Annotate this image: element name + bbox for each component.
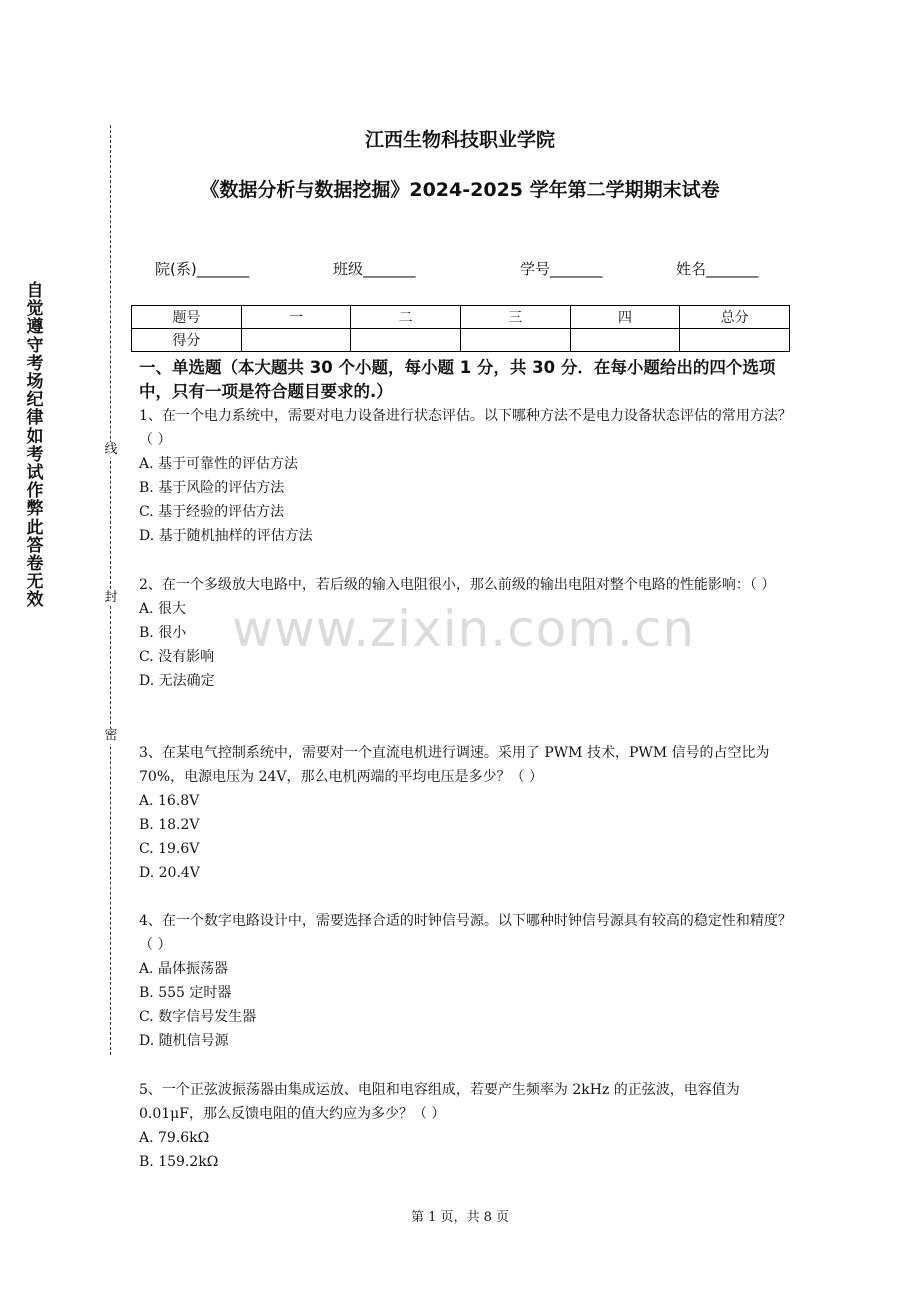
score-table-header-cell: 四 [570, 306, 680, 329]
name-field: 姓名_______ [676, 260, 759, 278]
score-table-header-cell: 三 [460, 306, 570, 329]
option-b: B. 18.2V [139, 817, 200, 833]
score-cell [460, 329, 570, 352]
option-b: B. 555 定时器 [139, 985, 232, 1001]
page-number: 第 1 页，共 8 页 [410, 1210, 510, 1225]
option-d: D. 随机信号源 [139, 1033, 229, 1049]
option-b: B. 很小 [139, 625, 187, 641]
score-row-label: 得分 [132, 329, 242, 352]
score-cell [351, 329, 461, 352]
question-4 [139, 909, 799, 1053]
option-c: C. 没有影响 [139, 649, 215, 665]
option-b: B. 159.2kΩ [139, 1154, 219, 1170]
option-a: A. 16.8V [139, 793, 200, 809]
exam-discipline-notice: 自觉遵守考场纪律如考试作弊此答卷无效 [26, 281, 44, 611]
question-2 [139, 573, 799, 693]
question-5 [139, 1078, 799, 1174]
binding-mark-seal: 封 [104, 590, 118, 605]
binding-mark-line: 线 [104, 442, 118, 457]
question-3 [139, 741, 799, 885]
score-cell [570, 329, 680, 352]
question-1 [139, 404, 799, 548]
question-stem: 2、在一个多级放大电路中，若后级的输入电阻很小，那么前级的输出电阻对整个电路的性能影响：（ ） [139, 577, 776, 593]
section-title-single-choice: 一、单选题（本大题共 30 个小题，每小题 1 分，共 30 分．在每小题给出的四个选项中，只有一项是符合题目要求的.） [139, 358, 776, 401]
binding-mark-secret: 密 [104, 728, 118, 743]
score-table [131, 305, 790, 352]
score-table-header-cell: 一 [241, 306, 351, 329]
school-name: 江西生物科技职业学院 [364, 129, 555, 151]
exam-title: 《数据分析与数据挖掘》2024-2025 学年第二学期期末试卷 [200, 179, 720, 201]
question-stem: 4、在一个数字电路设计中，需要选择合适的时钟信号源。以下哪种时钟信号源具有较高的稳定性和精度？（ ） [139, 913, 792, 953]
option-a: A. 79.6kΩ [139, 1130, 210, 1146]
watermark: www.zixin.com.cn [232, 600, 696, 658]
option-d: D. 20.4V [139, 865, 200, 881]
option-c: C. 数字信号发生器 [139, 1009, 257, 1025]
option-a: A. 很大 [139, 601, 187, 617]
score-cell [241, 329, 351, 352]
option-b: B. 基于风险的评估方法 [139, 480, 285, 496]
question-stem: 5、一个正弦波振荡器由集成运放、电阻和电容组成，若要产生频率为 2kHz 的正弦波，电容值为 0.01μF，那么反馈电阻的值大约应为多少？（ ） [139, 1082, 740, 1122]
option-d: D. 基于随机抽样的评估方法 [139, 528, 313, 544]
score-table-header-row [132, 306, 790, 329]
question-stem: 1、在一个电力系统中，需要对电力设备进行状态评估。以下哪种方法不是电力设备状态评估的常用方法？（ ） [139, 408, 792, 448]
student-info-row [0, 258, 920, 280]
option-a: A. 晶体振荡器 [139, 961, 229, 977]
score-table-score-row [132, 329, 790, 352]
score-table-header-cell: 总分 [680, 306, 790, 329]
option-d: D. 无法确定 [139, 673, 215, 689]
score-table-header-cell: 题号 [132, 306, 242, 329]
score-cell [680, 329, 790, 352]
option-c: C. 19.6V [139, 841, 200, 857]
department-field: 院(系)_______ [155, 260, 250, 278]
question-stem: 3、在某电气控制系统中，需要对一个直流电机进行调速。采用了 PWM 技术，PWM 信号的占空比为 70%，电源电压为 24V，那么电机两端的平均电压是多少？（ ） [139, 745, 770, 785]
student-id-field: 学号_______ [520, 260, 603, 278]
option-a: A. 基于可靠性的评估方法 [139, 456, 299, 472]
option-c: C. 基于经验的评估方法 [139, 504, 285, 520]
score-table-header-cell: 二 [351, 306, 461, 329]
class-field: 班级_______ [333, 260, 416, 278]
